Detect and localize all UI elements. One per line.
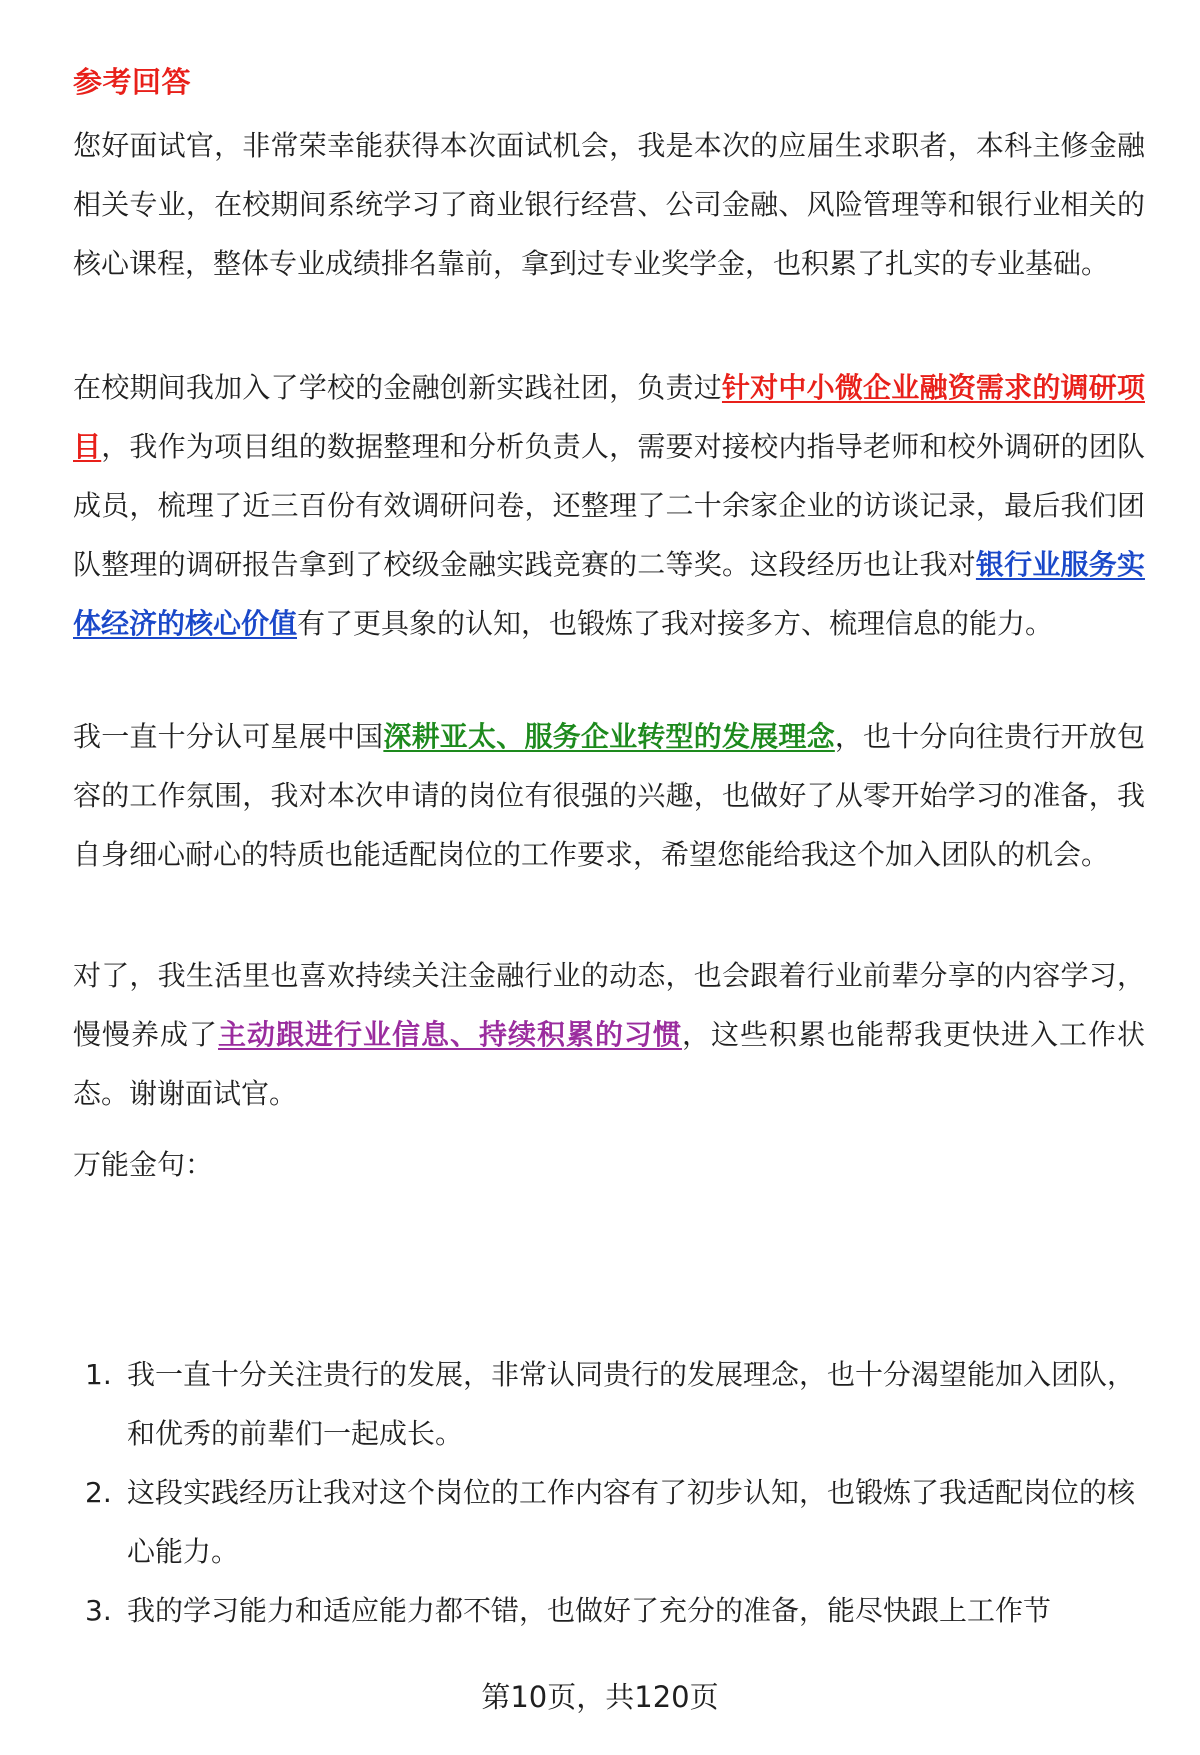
list-text: 我的学习能力和适应能力都不错，也做好了充分的准备，能尽快跟上工作节 (127, 1594, 1052, 1627)
highlight-habit: 主动跟进行业信息、持续积累的习惯 (218, 1018, 682, 1051)
paragraph-text: 在校期间我加入了学校的金融创新实践社团，负责过 (73, 371, 722, 404)
list-text: 这段实践经历让我对这个岗位的工作内容有了初步认知，也锻炼了我适配岗位的核心能力。 (127, 1476, 1136, 1568)
paragraph-text: 对了，我生活里也喜欢持续关注金融行业的动态，也会跟着行业前辈分享的内容学习，慢慢养成了 (73, 959, 1145, 1051)
list-item (73, 1581, 1145, 1640)
list-item (73, 1345, 1145, 1463)
paragraph-motivation (73, 707, 1145, 884)
paragraph-text: ，我作为项目组的数据整理和分析负责人，需要对接校内指导老师和校外调研的团队成员，梳理了近三百份有效调研问卷，还整理了二十余家企业的访谈记录，最后我们团队整理的调研报告拿到了校级金融实践竞赛的二等奖。这段经历也让我对 (73, 430, 1145, 581)
paragraph-practice (73, 358, 1145, 653)
section-heading: 参考回答 (73, 65, 192, 99)
highlight-development-concept: 深耕亚太、服务企业转型的发展理念 (383, 720, 835, 753)
list-number: 3. (85, 1594, 112, 1627)
highlight-research-project: 针对中小微企业融资需求的调研项目 (73, 371, 1145, 463)
paragraph-text: 我一直十分认可星展中国 (73, 720, 384, 753)
paragraph-intro: 您好面试官，非常荣幸能获得本次面试机会，我是本次的应届生求职者，本科主修金融相关专业，在校期间系统学习了商业银行经营、公司金融、风险管理等和银行业相关的核心课程，整体专业成绩排名靠前，拿到过专业奖学金，也积累了扎实的专业基础。 (73, 129, 1145, 280)
tips-list (73, 1345, 1145, 1640)
paragraph-closing (73, 946, 1145, 1123)
paragraph-text: ，也十分向往贵行开放包容的工作氛围，我对本次申请的岗位有很强的兴趣，也做好了从零开始学习的准备，我自身细心耐心的特质也能适配岗位的工作要求，希望您能给我这个加入团队的机会。 (73, 720, 1145, 871)
tips-label: 万能金句： (73, 1148, 214, 1181)
paragraph-text: ，这些积累也能帮我更快进入工作状态。谢谢面试官。 (73, 1018, 1145, 1110)
paragraph-text: 有了更具象的认知，也锻炼了我对接多方、梳理信息的能力。 (297, 607, 1054, 640)
page-footer: 第10页，共120页 (481, 1680, 719, 1714)
list-item (73, 1463, 1145, 1581)
list-number: 2. (85, 1476, 112, 1509)
list-number: 1. (85, 1358, 112, 1391)
highlight-core-value: 银行业服务实体经济的核心价值 (73, 548, 1145, 640)
list-text: 我一直十分关注贵行的发展，非常认同贵行的发展理念，也十分渴望能加入团队，和优秀的前辈们一起成长。 (127, 1358, 1136, 1450)
